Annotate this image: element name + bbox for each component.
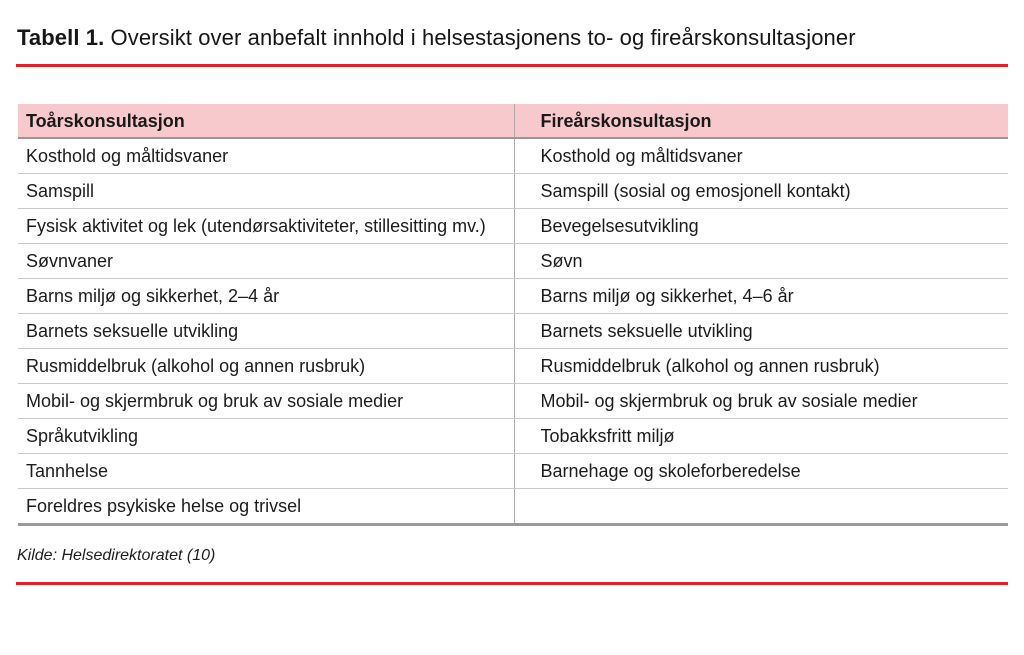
table-row bbox=[18, 314, 1008, 349]
cell-text: Søvnvaner bbox=[26, 251, 114, 271]
cell-text: Barns miljø og sikkerhet, 4–6 år bbox=[540, 286, 794, 306]
cell-four-year bbox=[514, 244, 1008, 279]
table-row bbox=[18, 279, 1008, 314]
cell-four-year bbox=[514, 489, 1008, 525]
cell-text: Tannhelse bbox=[26, 461, 109, 481]
cell-two-year bbox=[18, 349, 514, 384]
cell-text: Søvn bbox=[540, 251, 583, 271]
table-row bbox=[18, 244, 1008, 279]
cell-two-year bbox=[18, 244, 514, 279]
cell-text: Foreldres psykiske helse og trivsel bbox=[26, 496, 302, 516]
bottom-red-rule bbox=[16, 582, 1008, 585]
column-header-four-year-label: Fireårskonsultasjon bbox=[540, 111, 712, 131]
cell-four-year bbox=[514, 349, 1008, 384]
cell-four-year bbox=[514, 279, 1008, 314]
cell-four-year bbox=[514, 138, 1008, 174]
cell-text: Tobakksfritt miljø bbox=[540, 426, 675, 446]
top-red-rule bbox=[16, 64, 1008, 67]
source-note: Kilde: Helsedirektoratet (10) bbox=[17, 547, 216, 564]
column-header-four-year bbox=[514, 104, 1008, 138]
cell-two-year bbox=[18, 138, 514, 174]
table-row bbox=[18, 384, 1008, 419]
cell-four-year bbox=[514, 454, 1008, 489]
cell-text: Kosthold og måltidsvaner bbox=[26, 146, 229, 166]
cell-two-year bbox=[18, 419, 514, 454]
table-row bbox=[18, 174, 1008, 209]
cell-four-year bbox=[514, 174, 1008, 209]
cell-two-year bbox=[18, 174, 514, 209]
cell-text: Samspill (sosial og emosjonell kontakt) bbox=[540, 181, 851, 201]
table-head bbox=[18, 104, 1008, 138]
cell-four-year bbox=[514, 314, 1008, 349]
table-body bbox=[18, 138, 1008, 525]
cell-text: Mobil- og skjermbruk og bruk av sosiale medier bbox=[26, 391, 404, 411]
table-row bbox=[18, 419, 1008, 454]
table-number-label: Tabell 1. bbox=[17, 25, 105, 50]
cell-text: Rusmiddelbruk (alkohol og annen rusbruk) bbox=[540, 356, 880, 376]
cell-two-year bbox=[18, 314, 514, 349]
cell-text: Barns miljø og sikkerhet, 2–4 år bbox=[26, 286, 280, 306]
cell-two-year bbox=[18, 384, 514, 419]
cell-text: Rusmiddelbruk (alkohol og annen rusbruk) bbox=[26, 356, 366, 376]
table-row bbox=[18, 138, 1008, 174]
table-row bbox=[18, 454, 1008, 489]
table-row bbox=[18, 349, 1008, 384]
cell-text: Barnehage og skoleforberedelse bbox=[540, 461, 801, 481]
cell-four-year bbox=[514, 419, 1008, 454]
cell-text: Samspill bbox=[26, 181, 95, 201]
cell-text: Kosthold og måltidsvaner bbox=[540, 146, 743, 166]
cell-text: Bevegelsesutvikling bbox=[540, 216, 699, 236]
table-title bbox=[17, 23, 1008, 53]
cell-text: Fysisk aktivitet og lek (utendørsaktiviteter, stillesitting mv.) bbox=[26, 216, 486, 236]
table-caption: Oversikt over anbefalt innhold i helsestasjonens to- og fireårskonsultasjoner bbox=[110, 25, 856, 50]
cell-text: Mobil- og skjermbruk og bruk av sosiale medier bbox=[540, 391, 918, 411]
cell-two-year bbox=[18, 489, 514, 525]
table-row bbox=[18, 489, 1008, 525]
cell-four-year bbox=[514, 209, 1008, 244]
cell-four-year bbox=[514, 384, 1008, 419]
table-header-row bbox=[18, 104, 1008, 138]
table-row bbox=[18, 209, 1008, 244]
cell-text: Barnets seksuelle utvikling bbox=[26, 321, 239, 341]
cell-two-year bbox=[18, 454, 514, 489]
cell-two-year bbox=[18, 209, 514, 244]
column-header-two-year bbox=[18, 104, 514, 138]
consultation-table bbox=[18, 104, 1008, 526]
cell-text: Språkutvikling bbox=[26, 426, 139, 446]
cell-text: Barnets seksuelle utvikling bbox=[540, 321, 753, 341]
column-header-two-year-label: Toårskonsultasjon bbox=[26, 111, 185, 131]
cell-two-year bbox=[18, 279, 514, 314]
